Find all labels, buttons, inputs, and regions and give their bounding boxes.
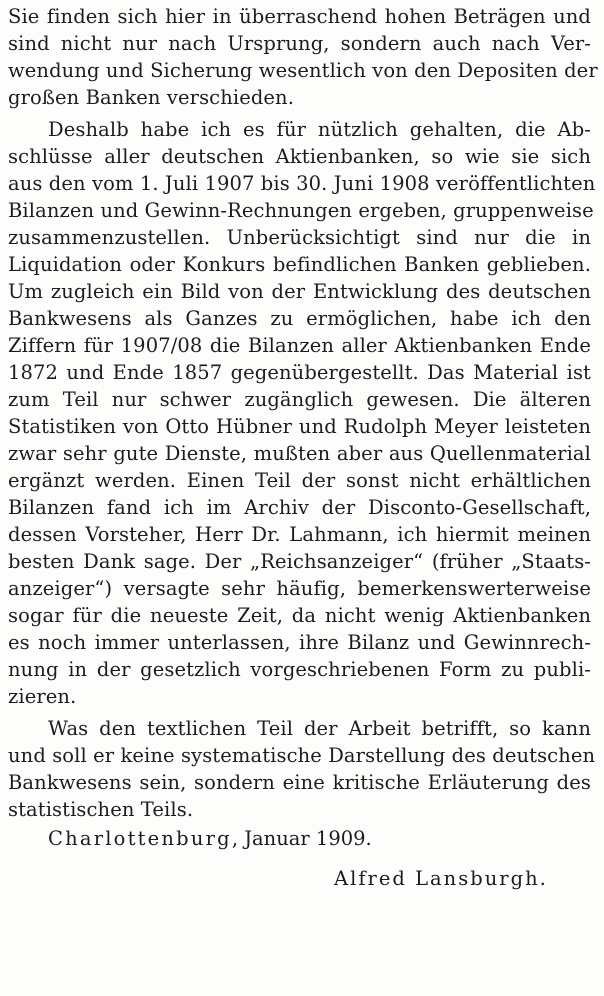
text-line: zieren. <box>8 685 77 708</box>
text-line: und soll er keine systematische Darstellung des deutschen <box>8 744 596 767</box>
text-line: statistischen Teils. <box>8 798 194 821</box>
text-line: wendung und Sicherung wesentlich von den Depositen der <box>8 59 598 82</box>
text-line: Bilanzen fand ich im Archiv der Disconto-Gesellschaft, <box>8 496 591 519</box>
text-line: zwar sehr gute Dienste, mußten aber aus Quellenmaterial <box>8 442 591 465</box>
text-line: Bankwesens sein, sondern eine kritische Erläuterung des <box>8 771 591 794</box>
text-line: Bankwesens als Ganzes zu ermöglichen, habe ich den <box>8 307 591 330</box>
date-line <box>48 826 372 852</box>
text-line: Sie finden sich hier in überraschend hohen Beträgen und <box>8 5 591 28</box>
text-line: zum Teil nur schwer zugänglich gewesen. Die älteren <box>8 388 591 411</box>
text-line: Um zugleich ein Bild von der Entwicklung des deutschen <box>8 280 591 303</box>
text-line: 1872 und Ende 1857 gegenübergestellt. Das Material ist <box>8 361 591 384</box>
signature: Alfred Lansburgh. <box>334 867 548 890</box>
text-line: sogar für die neueste Zeit, da nicht wenig Aktienbanken <box>8 604 591 627</box>
text-line: Statistiken von Otto Hübner und Rudolph Meyer leisteten <box>8 415 591 438</box>
date-place: Charlottenburg <box>48 827 232 850</box>
text-line: anzeiger“) versagte sehr häufig, bemerkenswerterweise <box>8 577 591 600</box>
text-line: besten Dank sage. Der „Reichsanzeiger“ (früher „Staats- <box>8 550 591 573</box>
text-line: Was den textlichen Teil der Arbeit betrifft, so kann <box>48 717 591 740</box>
text-line: aus den vom 1. Juli 1907 bis 30. Juni 1908 veröffentlichten <box>8 172 596 195</box>
text-line: nung in der gesetzlich vorgeschriebenen Form zu publi- <box>8 658 591 681</box>
text-line: schlüsse aller deutschen Aktienbanken, so wie sie sich <box>8 145 591 168</box>
text-line: großen Banken verschieden. <box>8 86 295 109</box>
text-line: Ziffern für 1907/08 die Bilanzen aller Aktienbanken Ende <box>8 334 591 357</box>
text-line: zusammenzustellen. Unberücksichtigt sind nur die in <box>8 226 591 249</box>
text-line: dessen Vorsteher, Herr Dr. Lahmann, ich hiermit meinen <box>8 523 591 546</box>
text-line: Bilanzen und Gewinn-Rechnungen ergeben, gruppenweise <box>8 199 594 222</box>
text-line: Deshalb habe ich es für nützlich gehalten, die Ab- <box>48 118 591 141</box>
text-line: sind nicht nur nach Ursprung, sondern auch nach Ver- <box>8 32 591 55</box>
text-line: Liquidation oder Konkurs befindlichen Banken geblieben. <box>8 253 591 276</box>
text-line: es noch immer unterlassen, ihre Bilanz und Gewinnrech- <box>8 631 591 654</box>
text-line: ergänzt werden. Einen Teil der sonst nicht erhältlichen <box>8 469 591 492</box>
date-text: , Januar 1909. <box>231 827 372 850</box>
